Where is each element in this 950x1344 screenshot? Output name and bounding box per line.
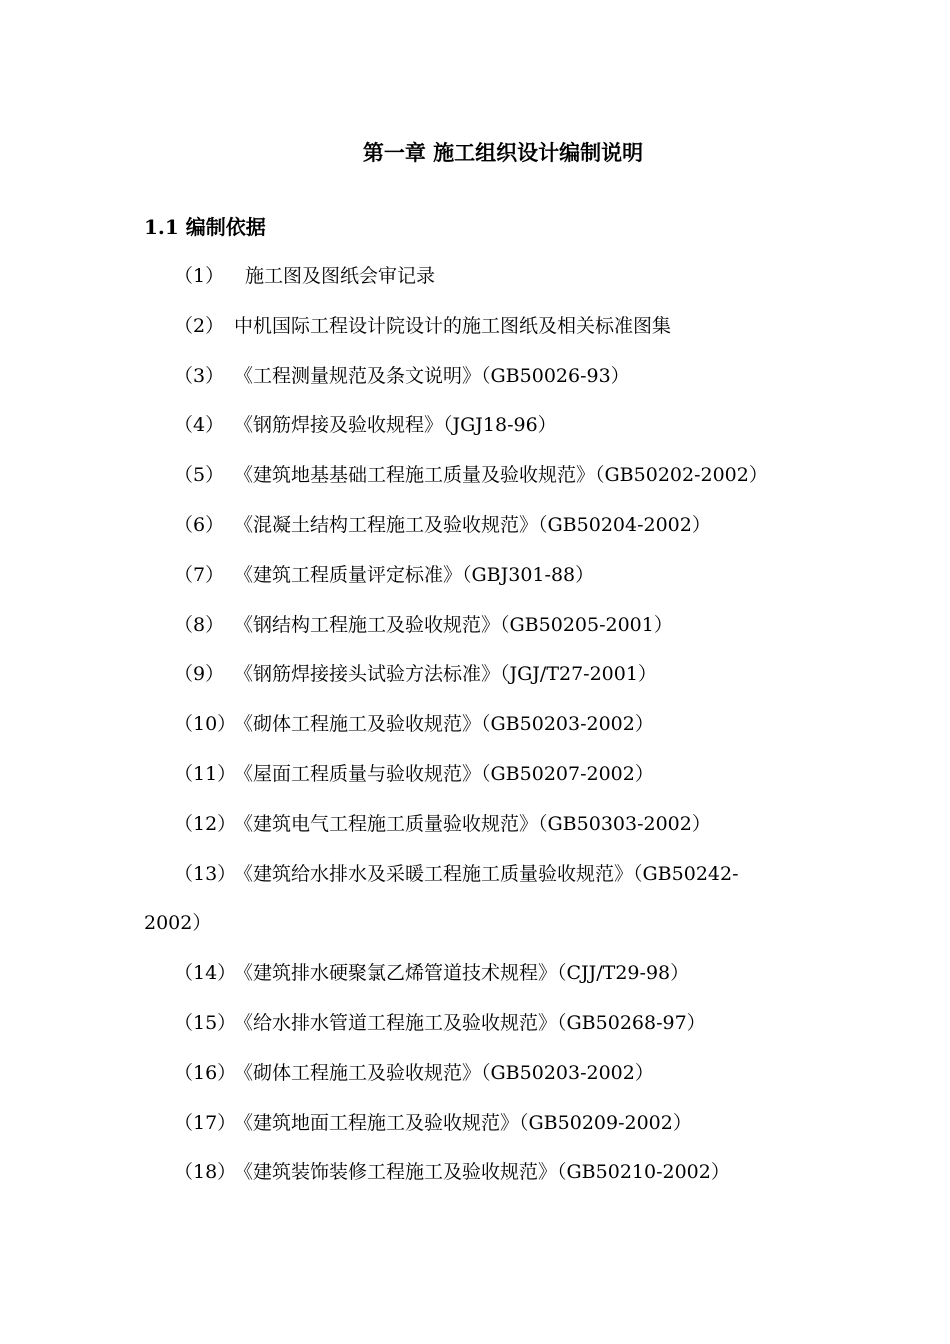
item-text: 施工图及图纸会审记录 xyxy=(245,265,436,287)
list-item xyxy=(0,1108,950,1158)
item-number: （9） xyxy=(174,663,225,686)
chapter-title: 第一章 施工组织设计编制说明 xyxy=(362,140,644,165)
item-text: 《建筑地基基础工程施工质量及验收规范》（GB50202-2002） xyxy=(234,464,768,487)
item-number: （2） xyxy=(174,314,225,337)
list-item xyxy=(0,610,950,660)
item-text: 《工程测量规范及条文说明》（GB50026-93） xyxy=(234,364,630,387)
item-number: （17） xyxy=(174,1111,237,1134)
item-text: 《钢筋焊接及验收规程》（JGJ18-96） xyxy=(234,414,557,437)
item-text: 《屋面工程质量与验收规范》（GB50207-2002） xyxy=(234,762,654,785)
list-item xyxy=(0,410,950,460)
item-number: （15） xyxy=(174,1011,237,1034)
item-text: 《建筑地面工程施工及验收规范》（GB50209-2002） xyxy=(234,1111,692,1134)
item-number: （4） xyxy=(174,414,225,437)
list-item xyxy=(0,709,950,759)
item-number: （7） xyxy=(174,563,225,586)
list-item xyxy=(0,1008,950,1058)
list-item xyxy=(0,510,950,560)
list-item xyxy=(0,1058,950,1108)
item-text: 《建筑给水排水及采暖工程施工质量验收规范》（GB50242- xyxy=(234,862,739,885)
list-item xyxy=(0,759,950,809)
section-heading: 1.1 编制依据 xyxy=(144,215,266,239)
item-number: （12） xyxy=(174,812,237,835)
item-number: （11） xyxy=(174,762,237,785)
basis-list xyxy=(0,261,950,1207)
list-item xyxy=(0,958,950,1008)
item-text: 《混凝土结构工程施工及验收规范》（GB50204-2002） xyxy=(234,513,711,536)
list-item xyxy=(0,1157,950,1207)
item-text: 《建筑排水硬聚氯乙烯管道技术规程》（CJJ/T29-98） xyxy=(234,962,690,985)
item-number: （3） xyxy=(174,364,225,387)
item-text: 《砌体工程施工及验收规范》（GB50203-2002） xyxy=(234,713,654,736)
item-number: （1） xyxy=(174,265,225,287)
item-number: （14） xyxy=(174,962,237,985)
item-text: 《钢筋焊接接头试验方法标准》（JGJ/T27-2001） xyxy=(234,663,657,686)
item-number: （5） xyxy=(174,464,225,487)
item-text: 《钢结构工程施工及验收规范》（GB50205-2001） xyxy=(234,613,673,636)
item-number: （8） xyxy=(174,613,225,636)
list-item xyxy=(0,460,950,510)
item-number: （13） xyxy=(174,862,237,885)
list-item xyxy=(0,859,950,959)
list-item xyxy=(0,361,950,411)
item-text: 《建筑电气工程施工质量验收规范》（GB50303-2002） xyxy=(234,812,711,835)
item-number: （6） xyxy=(174,513,225,536)
item-number: （16） xyxy=(174,1061,237,1084)
item-number: （18） xyxy=(174,1161,237,1184)
list-item xyxy=(0,560,950,610)
item-text: 《砌体工程施工及验收规范》（GB50203-2002） xyxy=(234,1061,654,1084)
item-text-continuation: 2002） xyxy=(144,912,212,935)
item-text: 《给水排水管道工程施工及验收规范》（GB50268-97） xyxy=(234,1011,706,1034)
list-item xyxy=(0,659,950,709)
list-item xyxy=(0,261,950,311)
list-item xyxy=(0,311,950,361)
item-text: 《建筑装饰装修工程施工及验收规范》（GB50210-2002） xyxy=(234,1161,730,1184)
item-text: 中机国际工程设计院设计的施工图纸及相关标准图集 xyxy=(234,314,672,337)
list-item xyxy=(0,809,950,859)
item-text: 《建筑工程质量评定标准》（GBJ301-88） xyxy=(234,563,595,586)
item-number: （10） xyxy=(174,713,237,736)
